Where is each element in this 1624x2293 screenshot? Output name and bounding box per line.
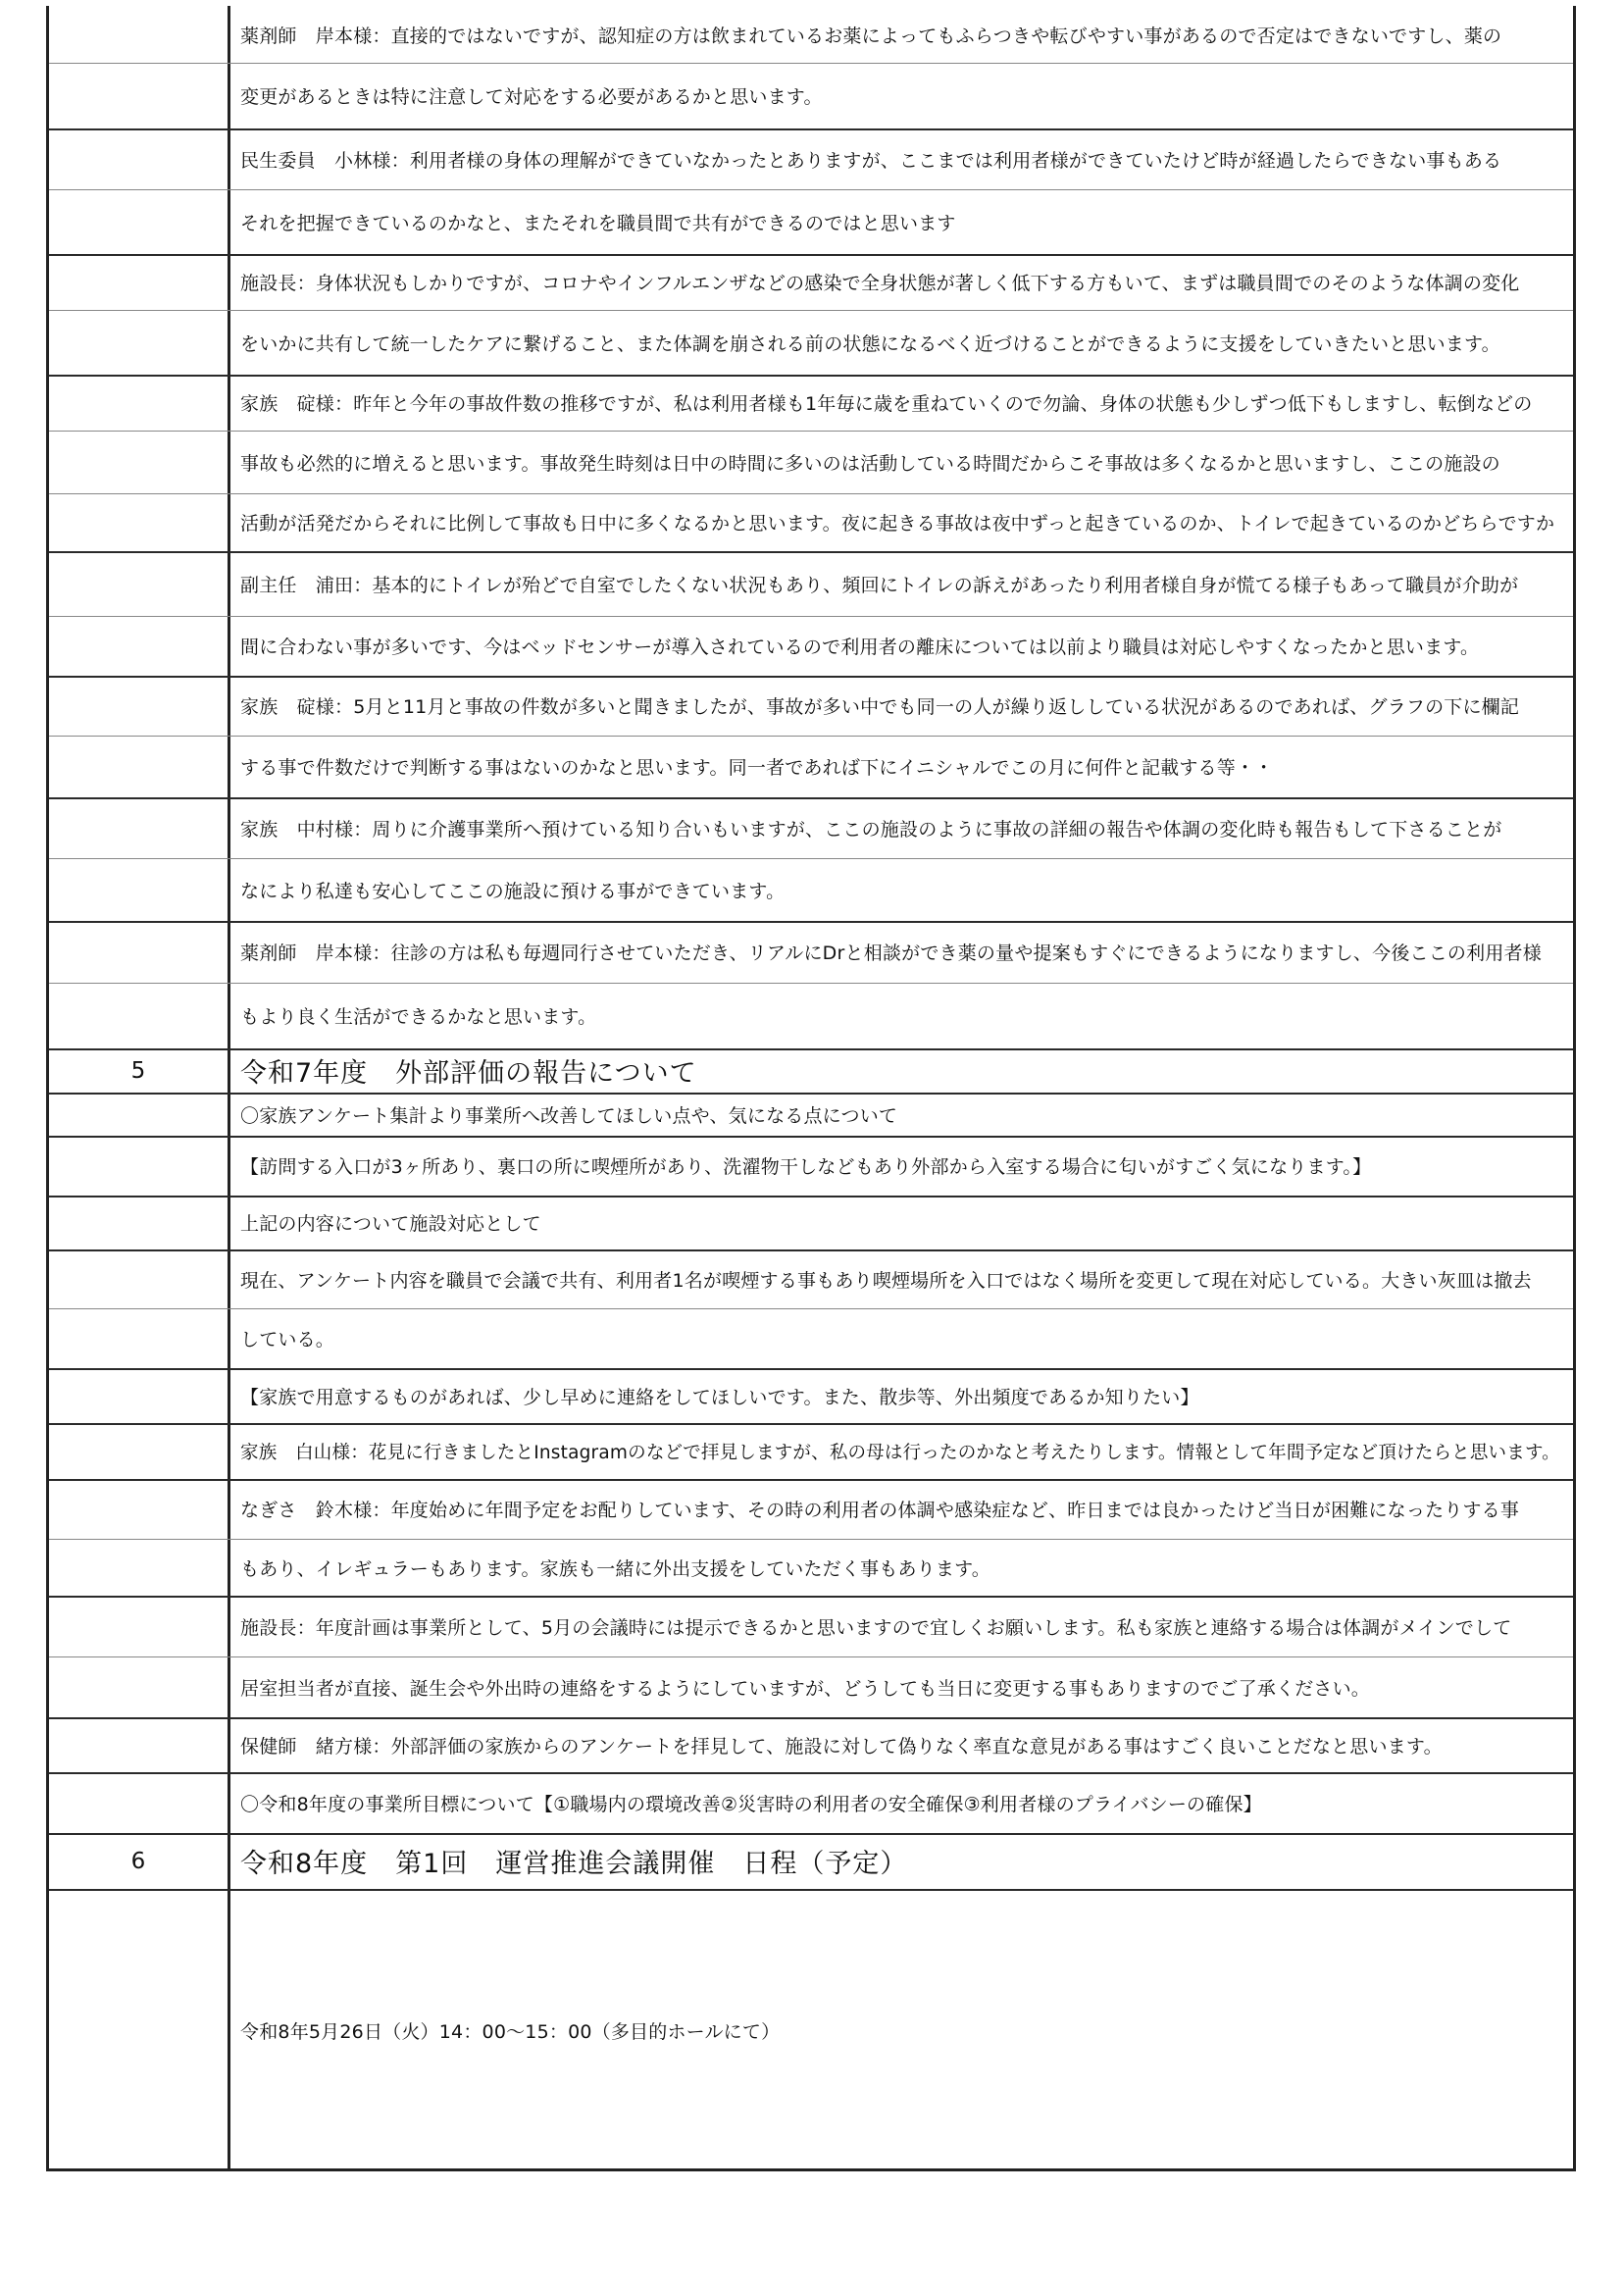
item-number: 6: [130, 1848, 146, 1874]
item-number: [49, 1596, 228, 1656]
item-number: [49, 6, 228, 63]
item-number: [49, 1249, 228, 1308]
item-number: [49, 1196, 228, 1249]
table-row: [49, 1196, 1573, 1251]
minutes-line: なぎさ 鈴木様：年度始めに年間予定をお配りしています、その時の利用者の体調や感染症など、昨日までは良かったけど当日が困難になったりする事: [240, 1500, 1520, 1521]
table-row: [49, 1423, 1573, 1481]
item-number: [49, 1093, 228, 1136]
table-row: [49, 431, 1573, 494]
item-number: [49, 310, 228, 375]
minutes-line: もより良く生活ができるかなと思います。: [240, 1006, 597, 1028]
item-number: [49, 1539, 228, 1596]
content-cell: [230, 310, 1573, 375]
section-title: 令和8年度 第1回 運営推進会議開催 日程（予定）: [240, 1849, 908, 1879]
content-cell: [230, 616, 1573, 676]
item-number: [49, 128, 228, 189]
table-row: [49, 921, 1573, 984]
table-row: [49, 983, 1573, 1050]
table-row: [49, 310, 1573, 377]
table-row: [49, 254, 1573, 311]
minutes-line: 副主任 浦田：基本的にトイレが殆どで自室でしたくない状況もあり、頻回にトイレの訴えがあったり利用者様自身が慌てる様子もあって職員が介助が: [240, 574, 1519, 596]
item-number: [49, 676, 228, 736]
section-heading-row: [49, 1048, 1573, 1095]
content-cell: [230, 797, 1573, 858]
minutes-line: 民生委員 小林様：利用者様の身体の理解ができていなかったとありますが、ここまでは利用者様ができていたけど時が経過したらできない事もある: [240, 149, 1502, 172]
content-cell: [230, 1717, 1573, 1772]
table-row: [49, 1479, 1573, 1540]
content-cell: [230, 1889, 1573, 2171]
content-cell: [230, 1423, 1573, 1479]
table-row: [49, 128, 1573, 190]
item-number: [49, 63, 228, 128]
minutes-table: [46, 6, 1576, 2171]
item-number: [49, 1368, 228, 1423]
minutes-line: 変更があるときは特に注意して対応をする必要があるかと思います。: [240, 86, 823, 108]
minutes-line: 現在、アンケート内容を職員で会議で共有、利用者1名が喫煙する事もあり喫煙場所を入口ではなく場所を変更して現在対応している。大きい灰皿は撤去: [240, 1269, 1532, 1292]
item-number: [49, 1423, 228, 1479]
table-row: [49, 1656, 1573, 1719]
table-row: [49, 1889, 1573, 2171]
minutes-line: 薬剤師 岸本様：往診の方は私も毎週同行させていただき、リアルにDrと相談ができ薬の量や提案もすぐにできるようになりますし、今後ここの利用者様: [240, 943, 1542, 964]
minutes-line: をいかに共有して統一したケアに繋げること、また体調を崩される前の状態になるべく近づけることができるように支援をしていきたいと思います。: [240, 332, 1500, 355]
item-number: [49, 1479, 228, 1539]
content-cell: [230, 1596, 1573, 1656]
table-row: [49, 858, 1573, 923]
minutes-line: する事で件数だけで判断する事はないのかなと思います。同一者であれば下にイニシャルでこの月に何件と記載する等・・: [240, 757, 1274, 779]
minutes-line: 施設長：身体状況もしかりですが、コロナやインフルエンザなどの感染で全身状態が著しく低下する方もいて、まずは職員間でのそのような体調の変化: [240, 273, 1520, 294]
content-cell: [230, 493, 1573, 551]
minutes-line: それを把握できているのかなと、またそれを職員間で共有ができるのではと思います: [240, 212, 956, 234]
minutes-line: 上記の内容について施設対応として: [240, 1213, 541, 1235]
table-row: [49, 1368, 1573, 1425]
content-cell: [230, 375, 1573, 431]
item-number: [49, 616, 228, 676]
minutes-line: 家族 中村様：周りに介護事業所へ預けている知り合いもいますが、ここの施設のように事故の詳細の報告や体調の変化時も報告もして下さることが: [240, 818, 1502, 841]
table-row: [49, 551, 1573, 617]
content-cell: [230, 1308, 1573, 1368]
content-cell: [230, 1249, 1573, 1308]
minutes-line: 活動が活発だからそれに比例して事故も日中に多くなるかと思います。夜に起きる事故は夜中ずっと起きているのか、トイレで起きているのかどちらですか: [240, 513, 1555, 535]
item-number: [49, 797, 228, 858]
item-number: [49, 1717, 228, 1772]
item-number: [49, 1889, 228, 2171]
minutes-line: 【訪問する入口が3ヶ所あり、裏口の所に喫煙所があり、洗濯物干しなどもあり外部から入室する場合に匂いがすごく気になります。】: [240, 1156, 1372, 1178]
minutes-line: している。: [240, 1329, 335, 1350]
table-row: [49, 1093, 1573, 1138]
minutes-line: 家族 白山様：花見に行きましたとInstagramのなどで拝見しますが、私の母は行ったのかなと考えたりします。情報として年間予定など頂けたらと思います。: [240, 1442, 1560, 1463]
content-cell: [230, 1833, 1573, 1889]
item-number: [49, 254, 228, 310]
content-cell: [230, 1772, 1573, 1833]
minutes-line: 薬剤師 岸本様：直接的ではないですが、認知症の方は飲まれているお薬によってもふらつきや転びやすい事があるので否定はできないですし、薬の: [240, 25, 1502, 47]
content-cell: [230, 128, 1573, 189]
content-cell: [230, 858, 1573, 921]
minutes-line: もあり、イレギュラーもあります。家族も一緒に外出支援をしていただく事もあります。: [240, 1557, 990, 1580]
minutes-line: 居室担当者が直接、誕生会や外出時の連絡をするようにしていますが、どうしても当日に変更する事もありますのでご了承ください。: [240, 1677, 1371, 1700]
content-cell: [230, 1656, 1573, 1717]
table-row: [49, 1539, 1573, 1598]
content-cell: [230, 6, 1573, 63]
content-cell: [230, 921, 1573, 983]
item-number: [49, 1772, 228, 1833]
content-cell: [230, 254, 1573, 310]
minutes-line: 【家族で用意するものがあれば、少し早めに連絡をしてほしいです。また、散歩等、外出頻度であるか知りたい】: [240, 1386, 1199, 1408]
item-number: [49, 189, 228, 254]
content-cell: [230, 1136, 1573, 1196]
item-number: [49, 1308, 228, 1368]
item-number: [49, 1136, 228, 1196]
content-cell: [230, 1093, 1573, 1136]
table-row: [49, 375, 1573, 432]
table-row: [49, 676, 1573, 737]
content-cell: [230, 1368, 1573, 1423]
minutes-line: 保健師 緒方様：外部評価の家族からのアンケートを拝見して、施設に対して偽りなく率直な意見がある事はすごく良いことだなと思います。: [240, 1735, 1443, 1758]
item-number: [49, 921, 228, 983]
table-row: [49, 493, 1573, 553]
minutes-line: 家族 碇様：5月と11月と事故の件数が多いと聞きましたが、事故が多い中でも同一の人が繰り返ししている状況があるのであれば、グラフの下に欄記: [240, 696, 1520, 718]
item-number: [49, 375, 228, 431]
content-cell: [230, 189, 1573, 254]
content-cell: [230, 63, 1573, 128]
content-cell: [230, 431, 1573, 493]
item-number: [49, 983, 228, 1048]
item-number: [49, 551, 228, 616]
content-cell: [230, 1479, 1573, 1539]
table-row: [49, 797, 1573, 859]
minutes-line: 令和8年5月26日（火）14：00～15：00（多目的ホールにて）: [240, 2020, 781, 2043]
content-cell: [230, 983, 1573, 1048]
table-row: [49, 1249, 1573, 1309]
table-row: [49, 736, 1573, 799]
table-row: [49, 63, 1573, 130]
table-row: [49, 1772, 1573, 1835]
table-row: [49, 1596, 1573, 1657]
minutes-line: 事故も必然的に増えると思います。事故発生時刻は日中の時間に多いのは活動している時間だからこそ事故は多くなるかと思いますし、ここの施設の: [240, 452, 1500, 475]
content-cell: [230, 676, 1573, 736]
minutes-line: 家族 碇様：昨年と今年の事故件数の推移ですが、私は利用者様も1年毎に歳を重ねていくので勿論、身体の状態も少しずつ低下もしますし、転倒などの: [240, 393, 1533, 415]
table-row: [49, 1136, 1573, 1197]
content-cell: [230, 736, 1573, 797]
minutes-line: 〇家族アンケート集計より事業所へ改善してほしい点や、気になる点について: [240, 1104, 898, 1127]
content-cell: [230, 1048, 1573, 1093]
item-number: [49, 431, 228, 493]
item-number: 5: [130, 1057, 146, 1084]
section-heading-row: [49, 1833, 1573, 1891]
item-number: [49, 858, 228, 921]
content-cell: [230, 1196, 1573, 1249]
table-row: [49, 1717, 1573, 1774]
content-cell: [230, 551, 1573, 616]
table-row: [49, 189, 1573, 256]
section-title: 令和7年度 外部評価の報告について: [240, 1058, 697, 1089]
table-row: [49, 1308, 1573, 1370]
content-cell: [230, 1539, 1573, 1596]
item-number: [49, 736, 228, 797]
table-row: [49, 616, 1573, 678]
minutes-line: なにより私達も安心してここの施設に預ける事ができています。: [240, 880, 786, 902]
minutes-line: 間に合わない事が多いです、今はベッドセンサーが導入されているので利用者の離床については以前より職員は対応しやすくなったかと思います。: [240, 637, 1480, 658]
table-row: [49, 6, 1573, 64]
item-number: [49, 1656, 228, 1717]
minutes-line: 〇令和8年度の事業所目標について【①職場内の環境改善②災害時の利用者の安全確保③利用者様のプライバシーの確保】: [240, 1793, 1262, 1815]
minutes-line: 施設長：年度計画は事業所として、5月の会議時には提示できるかと思いますので宜しくお願いします。私も家族と連絡する場合は体調がメインでして: [240, 1616, 1512, 1639]
item-number: [49, 493, 228, 551]
